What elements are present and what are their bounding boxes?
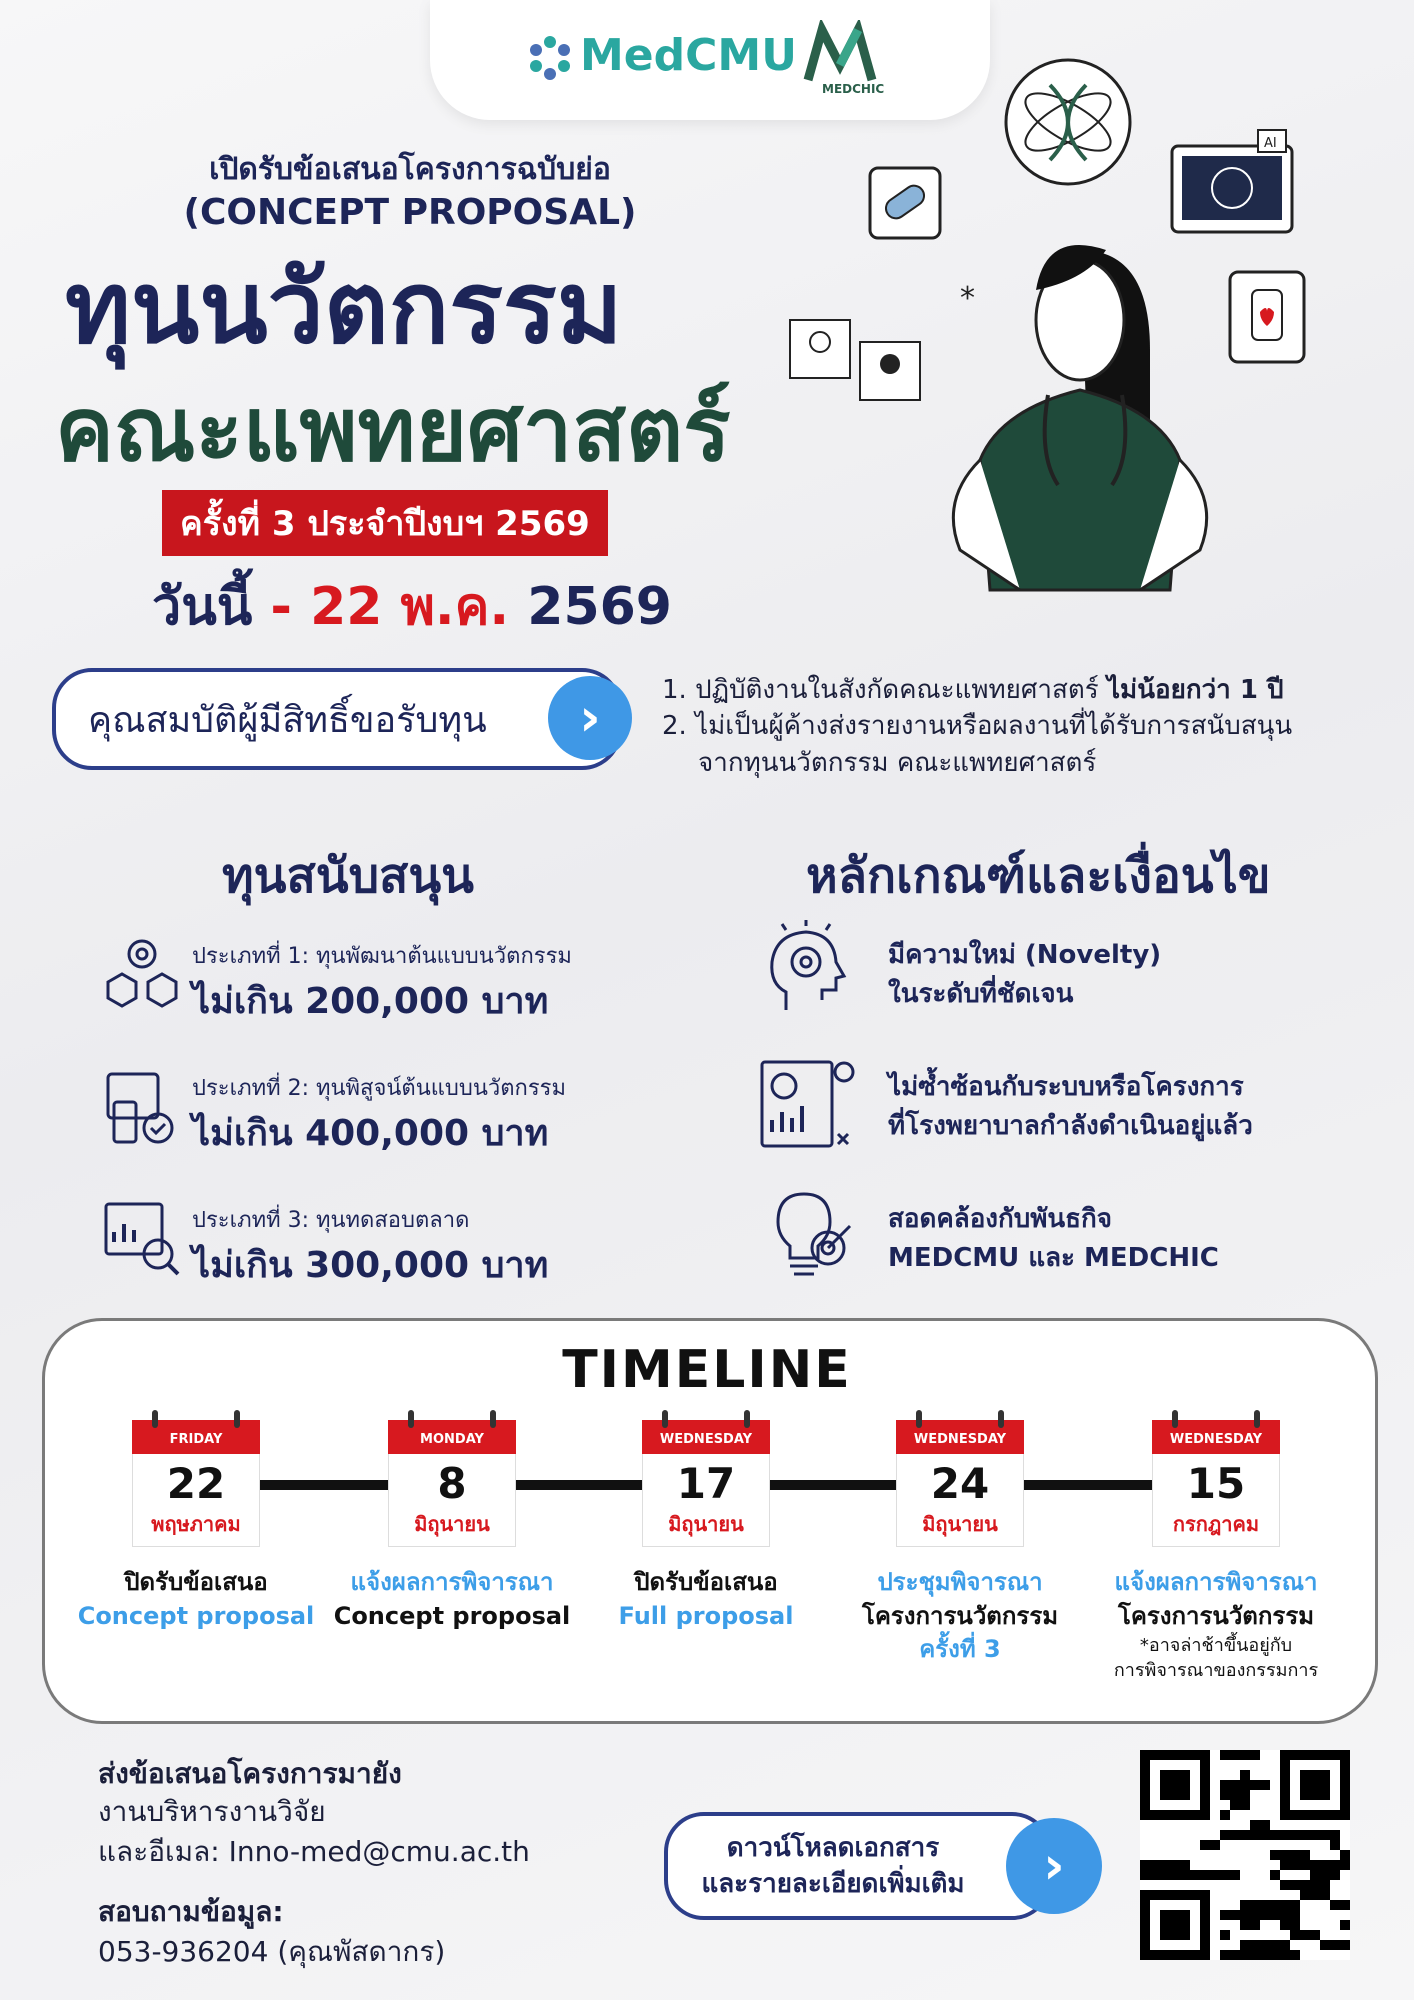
event-line-1: ประชุมพิจารณา [877, 1568, 1043, 1596]
doctor-illustration [780, 50, 1340, 650]
calendar-day: 24 [930, 1459, 990, 1508]
criteria-item-3: สอดคล้องกับพันธกิจ MEDCMU และ MEDCHIC [888, 1204, 1219, 1273]
calendar-weekday: WEDNESDAY [642, 1420, 770, 1454]
qualification-item-2-cont: จากทุนนวัตกรรม คณะแพทยศาสตร์ [698, 747, 1097, 778]
send-title: ส่งข้อเสนอโครงการมายัง [98, 1757, 402, 1790]
calendar-month: พฤษภาคม [151, 1512, 241, 1536]
report-chart-icon [758, 1052, 858, 1156]
qualification-list [662, 672, 1382, 781]
event-line-1: แจ้งผลการพิจารณา [1114, 1568, 1318, 1596]
grant-amount-3: ไม่เกิน 300,000 บาท [192, 1245, 549, 1286]
calendar-month: มิถุนายน [414, 1512, 490, 1536]
date-highlight: 22 พ.ค. [310, 577, 510, 637]
chevron-right-icon[interactable]: › [548, 676, 632, 760]
chart-search-icon [100, 1196, 186, 1286]
date-range [152, 564, 672, 647]
grant-type-3: ประเภทที่ 3: ทุนทดสอบตลาด [192, 1208, 470, 1233]
event-line-2: โครงการนวัตกรรม [861, 1601, 1059, 1630]
head-gear-icon [756, 920, 856, 1024]
calendar-2 [388, 1420, 516, 1547]
event-line-2: โครงการนวัตกรรม [1117, 1601, 1315, 1630]
qualification-button[interactable] [52, 668, 622, 770]
medchic-logo-text: MEDCHIC [822, 82, 885, 96]
qualification-item-1: 1. ปฏิบัติงานในสังกัดคณะแพทยศาสตร์ ไม่น้อยกว่า 1 ปี [662, 675, 1284, 705]
grant-type-1: ประเภทที่ 1: ทุนพัฒนาต้นแบบนวัตกรรม [192, 944, 572, 969]
timeline-event-4 [835, 1566, 1085, 1667]
grant-type-2: ประเภทที่ 2: ทุนพิสูจน์ต้นแบบนวัตกรรม [192, 1076, 566, 1101]
event-line-1: ปิดรับข้อเสนอ [124, 1568, 268, 1596]
send-dept: งานบริหารงานวิจัย [98, 1795, 326, 1828]
download-label-1: ดาวน์โหลดเอกสาร [726, 1833, 940, 1863]
download-button[interactable] [664, 1812, 1052, 1920]
event-line-3: ครั้งที่ 3 [919, 1635, 1001, 1664]
download-label-2: และรายละเอียดเพิ่มเติม [701, 1869, 965, 1900]
grant-amount-2: ไม่เกิน 400,000 บาท [192, 1113, 549, 1154]
event-line-2: Concept proposal [333, 1601, 571, 1630]
calendar-weekday: FRIDAY [132, 1420, 260, 1454]
contact-phone: 053-936204 (คุณพัสดากร) [98, 1935, 446, 1968]
calendar-5 [1152, 1420, 1280, 1547]
criteria-item-1: มีความใหม่ (Novelty) ในระดับที่ชัดเจน [888, 940, 1162, 1009]
subtitle-line-2: (CONCEPT PROPOSAL) [183, 192, 637, 233]
email-link[interactable]: Inno-med@cmu.ac.th [228, 1835, 530, 1868]
timeline-title: TIMELINE [562, 1340, 852, 1400]
event-line-1: ปิดรับข้อเสนอ [634, 1568, 778, 1596]
criteria-item-2: ไม่ซ้ำซ้อนกับระบบหรือโครงการ ที่โรงพยาบาลกำลังดำเนินอยู่แล้ว [888, 1072, 1253, 1141]
main-title-2: คณะแพทยศาสตร์ [55, 378, 731, 481]
calendar-weekday: WEDNESDAY [1152, 1420, 1280, 1454]
medcmu-logo-text: MedCMU [580, 30, 797, 81]
grant-amount-1: ไม่เกิน 200,000 บาท [192, 981, 549, 1022]
calendar-day: 15 [1186, 1459, 1246, 1508]
calendar-day: 22 [166, 1459, 226, 1508]
svg-text:*: * [960, 281, 975, 316]
gear-cube-icon [98, 932, 184, 1022]
timeline-event-2 [327, 1566, 577, 1633]
contact-title: สอบถามข้อมูล: [98, 1895, 284, 1928]
calendar-month: กรกฎาคม [1172, 1512, 1260, 1536]
date-prefix: วันนี้ [152, 577, 253, 637]
medcmu-logo-icon [520, 32, 580, 82]
medcmu-logo [520, 32, 580, 86]
event-line-2: Concept proposal [77, 1601, 315, 1630]
qr-code[interactable] [1140, 1750, 1350, 1960]
event-line-2: Full proposal [618, 1601, 794, 1630]
calendar-1 [132, 1420, 260, 1547]
calendar-3 [642, 1420, 770, 1547]
timeline-event-1 [71, 1566, 321, 1633]
qualification-button-label: คุณสมบัติผู้มีสิทธิ์ขอรับทุน [88, 699, 487, 741]
download-chevron-icon[interactable]: › [1006, 1818, 1102, 1914]
calendar-day: 8 [437, 1459, 467, 1508]
subtitle-line-1: เปิดรับข้อเสนอโครงการฉบับย่อ [209, 152, 611, 187]
grants-title: ทุนสนับสนุน [222, 848, 474, 904]
qualification-item-2: 2. ไม่เป็นผู้ค้างส่งรายงานหรือผลงานที่ได้รับการสนับสนุน [662, 711, 1293, 742]
timeline-event-5 [1091, 1566, 1341, 1684]
calendar-day: 17 [676, 1459, 736, 1508]
email-label: และอีเมล: [98, 1835, 229, 1868]
event-line-1: แจ้งผลการพิจารณา [350, 1568, 554, 1596]
email-line [98, 1830, 530, 1874]
date-year: 2569 [527, 577, 672, 637]
main-title: ทุนนวัตกรรม [65, 249, 623, 366]
calendar-month: มิถุนายน [922, 1512, 998, 1536]
date-dash: - [270, 577, 292, 637]
calendar-month: มิถุนายน [668, 1512, 744, 1536]
criteria-title: หลักเกณฑ์และเงื่อนไข [806, 848, 1271, 904]
svg-text:AI: AI [1264, 136, 1277, 151]
device-check-icon [100, 1066, 186, 1156]
bulb-target-icon [758, 1182, 858, 1286]
timeline-event-3 [581, 1566, 831, 1633]
calendar-weekday: WEDNESDAY [896, 1420, 1024, 1454]
calendar-4 [896, 1420, 1024, 1547]
round-badge: ครั้งที่ 3 ประจำปีงบฯ 2569 [162, 490, 608, 556]
calendar-weekday: MONDAY [388, 1420, 516, 1454]
event-note: *อาจล่าช้าขึ้นอยู่กับ การพิจารณาของกรรมการ [1113, 1635, 1319, 1682]
